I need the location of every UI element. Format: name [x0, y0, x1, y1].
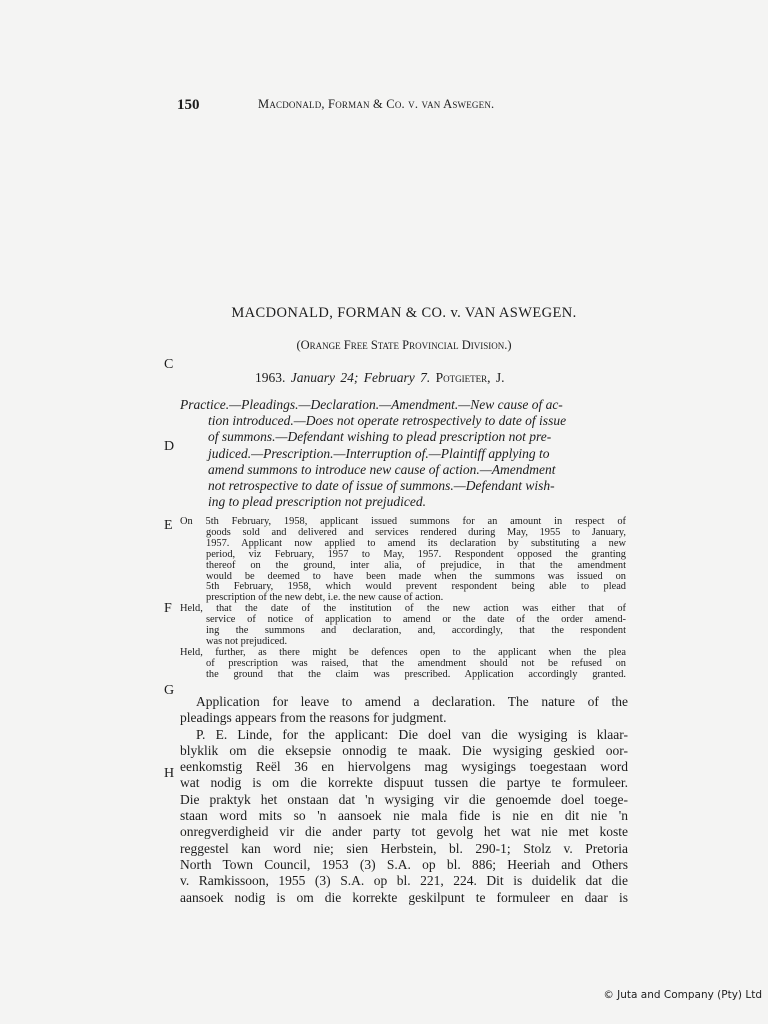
- body-line: blyklik om die eksepsie onnodig te maak. Die wysiging geskied oor-: [180, 742, 628, 758]
- summary-line: prescription of the new debt, i.e. the new cause of action.: [206, 592, 444, 604]
- summary-line: period, viz February, 1957 to May, 1957. Respondent opposed the granting: [206, 548, 626, 560]
- margin-letter-f: F: [164, 601, 172, 616]
- body-line: v. Ramkissoon, 1955 (3) S.A. op bl. 221, 224. Dit is duidelik dat die: [180, 873, 628, 889]
- headnote-line: Practice.—Pleadings.—Declaration.—Amendment.—New cause of ac-: [180, 397, 563, 412]
- summary-line: goods sold and delivered and services rendered during May, 1955 to January,: [206, 526, 626, 538]
- summary-line: would be deemed to have been made when the summons was issued on: [206, 570, 626, 582]
- headnote-line: amend summons to introduce new cause of action.—Amendment: [208, 461, 556, 477]
- margin-letter-d: D: [164, 439, 175, 454]
- margin-letter-c: C: [164, 357, 174, 372]
- headnote: [180, 397, 626, 510]
- held-further-line: of prescription was raised, that the amendment should not be refused on: [206, 657, 626, 669]
- body-line: eenkomstig Reël 36 en hiervolgens mag wysigings toegestaan word: [180, 759, 628, 775]
- body-line: onregverdigheid vir die ander party tot gevolg het wat nie met koste: [180, 824, 628, 840]
- page-number: 150: [177, 97, 200, 113]
- summary-line: 5th February, 1958, which would prevent respondent being able to plead: [206, 581, 626, 593]
- report-body: [180, 694, 628, 906]
- date-year: 1963.: [255, 370, 286, 385]
- headnote-line: ing to plead prescription not prejudiced.: [208, 494, 426, 510]
- date-days: January 24; February 7.: [290, 370, 431, 385]
- body-line: pleadings appears from the reasons for judgment.: [180, 710, 447, 726]
- held-line: service of notice of application to amend or the date of the order amend-: [206, 614, 626, 626]
- running-head: Macdonald, Forman & Co. v. van Aswegen.: [258, 97, 495, 111]
- date-line: [255, 370, 505, 386]
- court-name: (Orange Free State Provincial Division.): [296, 338, 512, 352]
- body-line: Die praktyk het onstaan dat 'n wysiging vir die genoemde doel toege-: [180, 791, 628, 807]
- body-line: North Town Council, 1953 (3) S.A. op bl. 886; Heeriah and Others: [180, 856, 628, 872]
- body-line: aansoek nodig is om die korrekte geskilpunt te formuleer en daar is: [180, 889, 628, 905]
- copyright-notice: © Juta and Company (Pty) Ltd: [603, 989, 762, 1001]
- margin-letter-e: E: [164, 518, 173, 533]
- summary-line: On 5th February, 1958, applicant issued summons for an amount in respect of: [180, 516, 626, 527]
- headnote-line: tion introduced.—Does not operate retrospectively to date of issue: [208, 413, 567, 429]
- margin-letter-g: G: [164, 683, 175, 698]
- judge-name: Potgieter, J.: [435, 370, 505, 385]
- held-further-line: Held, further, as there might be defences open to the applicant when the plea: [180, 646, 626, 658]
- body-line: reggestel kan word nie; sien Herbstein, bl. 290-1; Stolz v. Pretoria: [180, 840, 628, 856]
- body-line: staan word mits so 'n aansoek nie mala fide is nie en dit nie 'n: [180, 808, 628, 824]
- headnote-line: judiced.—Prescription.—Interruption of.—Plaintiff applying to: [208, 445, 550, 461]
- margin-letter-h: H: [164, 766, 175, 781]
- case-summary: [180, 517, 626, 681]
- summary-line: 1957. Applicant now applied to amend its declaration by substituting a new: [206, 537, 626, 549]
- body-line: P. E. Linde, for the applicant: Die doel van die wysiging is klaar-: [196, 726, 628, 742]
- headnote-line: of summons.—Defendant wishing to plead prescription not pre-: [208, 429, 552, 445]
- held-further-line: the ground that the claim was prescribed. Application accordingly granted.: [206, 668, 626, 680]
- held-line: ing the summons and declaration, and, accordingly, that the respondent: [206, 625, 626, 637]
- body-line: Application for leave to amend a declaration. The nature of the: [196, 694, 628, 709]
- summary-line: thereof on the ground, inter alia, of prejudice, in that the amendment: [206, 559, 626, 571]
- body-line: wat nodig is om die korrekte dispuut tussen die partye te formuleer.: [180, 775, 628, 791]
- headnote-line: not retrospective to date of issue of summons.—Defendant wish-: [208, 478, 555, 494]
- held-line: Held, that the date of the institution of the new action was either that of: [180, 603, 626, 615]
- held-line: was not prejudiced.: [206, 635, 288, 647]
- case-title: MACDONALD, FORMAN & CO. v. VAN ASWEGEN.: [231, 305, 577, 321]
